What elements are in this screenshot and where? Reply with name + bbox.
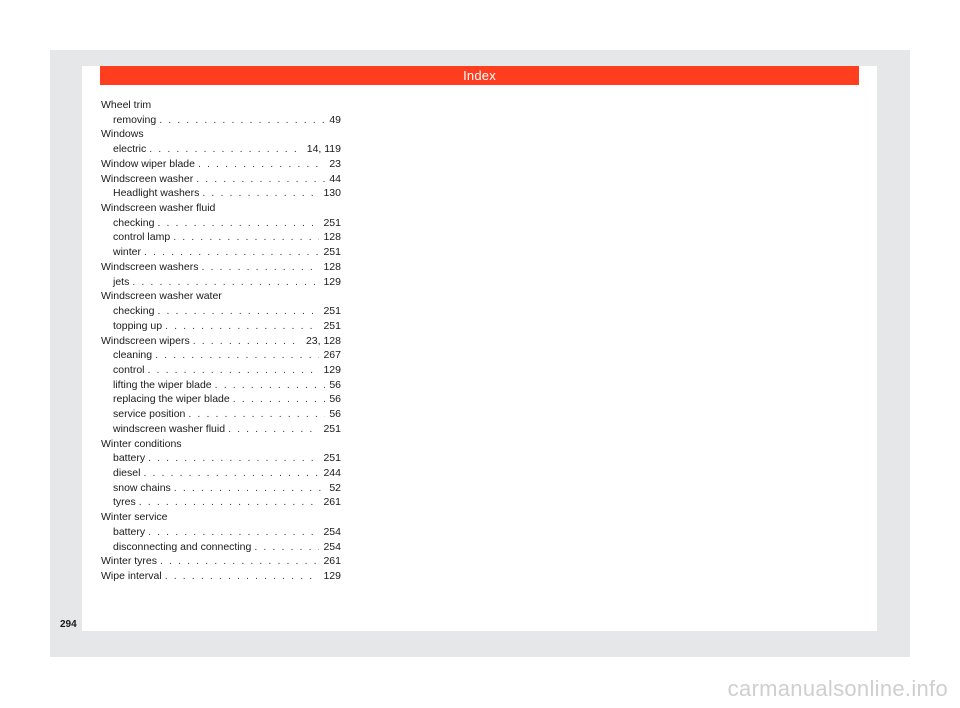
- index-page-ref: 56: [329, 408, 341, 421]
- index-term: Winter conditions: [101, 437, 182, 450]
- index-entry: [101, 172, 341, 187]
- index-page-ref: 44: [329, 172, 341, 185]
- index-term: Windscreen washers: [101, 260, 199, 273]
- dot-leader: [215, 378, 326, 393]
- dot-leader: [202, 186, 319, 201]
- index-term: checking: [113, 305, 155, 318]
- dot-leader: [174, 481, 326, 496]
- index-subentry: [101, 275, 341, 290]
- index-entry: [101, 554, 341, 569]
- dot-leader: [233, 392, 326, 407]
- dot-leader: [157, 216, 319, 231]
- dot-leader: [254, 540, 319, 555]
- index-term: control: [113, 363, 145, 376]
- dot-leader: [160, 554, 319, 569]
- index-subentry: [101, 186, 341, 201]
- index-page-ref: 267: [323, 349, 341, 362]
- index-subentry: [101, 142, 341, 157]
- index-page-ref: 129: [323, 570, 341, 582]
- index-term: replacing the wiper blade: [113, 393, 230, 406]
- dot-leader: [159, 113, 325, 128]
- dot-leader: [198, 157, 325, 172]
- index-entry: [101, 127, 341, 142]
- index-page-ref: 251: [323, 422, 341, 435]
- section-title: Index: [463, 68, 496, 83]
- index-subentry: [101, 466, 341, 481]
- index-term: control lamp: [113, 231, 171, 244]
- dot-leader: [157, 304, 319, 319]
- index-subentry: [101, 525, 341, 540]
- index-term: disconnecting and connecting: [113, 540, 252, 553]
- index-page-ref: 251: [323, 305, 341, 318]
- index-term: Windscreen washer water: [101, 290, 222, 303]
- index-term: service position: [113, 408, 186, 421]
- index-term: topping up: [113, 319, 163, 332]
- dot-leader: [165, 319, 319, 334]
- dot-leader: [148, 363, 320, 378]
- index-page-ref: 14, 119: [306, 143, 341, 156]
- index-page-ref: 129: [323, 275, 341, 288]
- index-page-ref: 23, 128: [305, 334, 341, 347]
- dot-leader: [139, 495, 320, 510]
- index-term: windscreen washer fluid: [113, 422, 226, 435]
- dot-leader: [149, 142, 302, 157]
- index-subentry: [101, 363, 341, 378]
- index-subentry: [101, 540, 341, 555]
- dot-leader: [188, 407, 325, 422]
- dot-leader: [201, 260, 319, 275]
- dot-leader: [165, 569, 320, 584]
- dot-leader: [148, 525, 319, 540]
- index-entry: [101, 437, 341, 452]
- index-page-ref: 52: [329, 481, 341, 494]
- dot-leader: [143, 466, 319, 481]
- index-entry: [101, 510, 341, 525]
- index-subentry: [101, 319, 341, 334]
- index-entry: [101, 260, 341, 275]
- dot-leader: [144, 245, 319, 260]
- index-term: checking: [113, 216, 155, 229]
- index-page-ref: 23: [329, 157, 341, 170]
- index-entry: [101, 201, 341, 216]
- index-term: Windscreen washer: [101, 172, 194, 185]
- index-entry: [101, 157, 341, 172]
- index-subentry: [101, 348, 341, 363]
- index-term: Wipe interval: [101, 570, 162, 582]
- index-entry: [101, 334, 341, 349]
- index-page-ref: 254: [323, 525, 341, 538]
- index-page-ref: 128: [323, 231, 341, 244]
- section-header: [100, 66, 859, 85]
- dot-leader: [196, 172, 325, 187]
- index-entry: [101, 98, 341, 113]
- index-term: battery: [113, 525, 146, 538]
- dot-leader: [132, 275, 319, 290]
- index-subentry: [101, 378, 341, 393]
- index-term: removing: [113, 113, 157, 126]
- index-term: winter: [113, 246, 142, 259]
- page-number: 294: [60, 619, 77, 630]
- index-subentry: [101, 230, 341, 245]
- index-page-ref: 130: [323, 187, 341, 200]
- index-term: tyres: [113, 496, 136, 509]
- index-term: Wheel trim: [101, 99, 152, 111]
- index-entry: [101, 289, 341, 304]
- index-page-ref: 254: [323, 540, 341, 553]
- dot-leader: [173, 230, 319, 245]
- index-term: Windscreen washer fluid: [101, 202, 216, 215]
- index-term: electric: [113, 143, 147, 156]
- watermark-text: carmanualsonline.info: [727, 676, 948, 701]
- index-list: [101, 98, 341, 584]
- index-subentry: [101, 392, 341, 407]
- index-entry: [101, 569, 341, 584]
- index-subentry: [101, 407, 341, 422]
- dot-leader: [155, 348, 319, 363]
- index-term: Headlight washers: [113, 187, 200, 200]
- index-page-ref: 56: [329, 378, 341, 391]
- index-term: Windows: [101, 128, 144, 141]
- index-page-ref: 251: [323, 452, 341, 465]
- index-subentry: [101, 113, 341, 128]
- index-term: Winter service: [101, 511, 168, 524]
- index-page-ref: 56: [329, 393, 341, 406]
- index-page-ref: 244: [323, 466, 341, 479]
- dot-leader: [228, 422, 319, 437]
- index-term: Winter tyres: [101, 555, 158, 568]
- index-page-ref: 128: [323, 260, 341, 273]
- index-term: battery: [113, 452, 146, 465]
- dot-leader: [193, 334, 302, 349]
- index-term: diesel: [113, 466, 141, 479]
- index-term: snow chains: [113, 481, 171, 494]
- index-subentry: [101, 495, 341, 510]
- index-subentry: [101, 216, 341, 231]
- index-subentry: [101, 422, 341, 437]
- index-subentry: [101, 304, 341, 319]
- index-subentry: [101, 245, 341, 260]
- index-term: Window wiper blade: [101, 157, 195, 170]
- index-page-ref: 49: [329, 113, 341, 126]
- index-page-ref: 261: [323, 496, 341, 509]
- index-subentry: [101, 451, 341, 466]
- index-term: Windscreen wipers: [101, 334, 190, 347]
- index-page-ref: 129: [323, 363, 341, 376]
- index-term: cleaning: [113, 349, 153, 362]
- index-page-ref: 261: [323, 555, 341, 568]
- index-term: lifting the wiper blade: [113, 378, 212, 391]
- dot-leader: [148, 451, 319, 466]
- index-page-ref: 251: [323, 319, 341, 332]
- index-term: jets: [113, 275, 130, 288]
- index-page-ref: 251: [323, 216, 341, 229]
- index-subentry: [101, 481, 341, 496]
- index-page-ref: 251: [323, 246, 341, 259]
